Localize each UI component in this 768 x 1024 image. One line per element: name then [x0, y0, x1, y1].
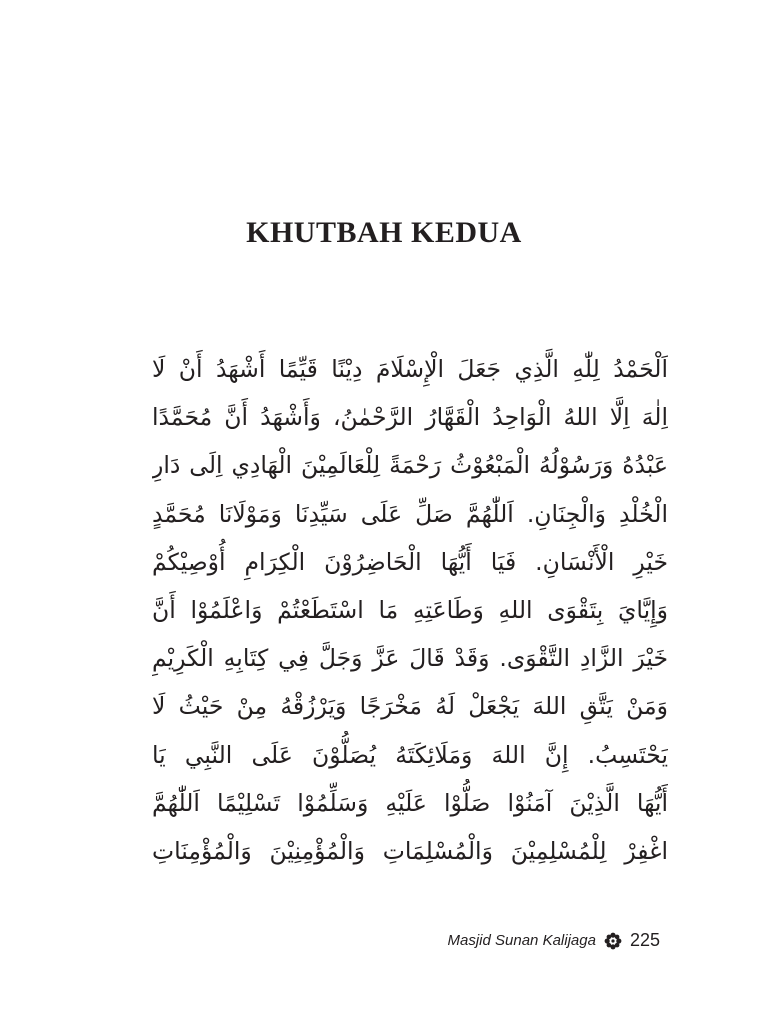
ornament-flower-icon: [604, 932, 622, 950]
page-footer: [448, 930, 660, 951]
arabic-line: وَمَنْ يَتَّقِ اللهَ يَجْعَلْ لَهُ مَخْرَجًا وَيَرْزُقْهُ مِنْ حَيْثُ لَا: [152, 692, 668, 721]
arabic-line: يَحْتَسِبُ. إِنَّ اللهَ وَمَلَائِكَتَهُ يُصَلُّوْنَ عَلَى النَّبِي يَا: [152, 740, 668, 769]
arabic-line: وَإِيَّايَ بِتَقْوَى اللهِ وَطَاعَتِهِ مَا اسْتَطَعْتُمْ وَاعْلَمُوْا أَنَّ: [152, 595, 668, 624]
arabic-line: خَيْرِ الْأَنْسَانِ. فَيَا أَيُّهَا الْحَاضِرُوْنَ الْكِرَامِ أُوْصِيْكُمْ: [152, 547, 668, 576]
arabic-text-block: [152, 345, 668, 875]
arabic-line: اِلٰهَ اِلَّا اللهُ الْوَاحِدُ الْقَهَّارُ الرَّحْمٰنُ، وَأَشْهَدُ أَنَّ مُحَمَّدًا: [152, 403, 668, 432]
page-number: 225: [629, 930, 660, 950]
arabic-line: عَبْدُهُ وَرَسُوْلُهُ الْمَبْعُوْثُ رَحْمَةً لِلْعَالَمِيْنَ الْهَادِي اِلَى دَارِ: [152, 451, 668, 480]
arabic-line: اغْفِرْ لِلْمُسْلِمِيْنَ وَالْمُسْلِمَاتِ وَالْمُؤْمِنِيْنَ وَالْمُؤْمِنَاتِ: [152, 836, 668, 865]
arabic-line: أَيُّهَا الَّذِيْنَ آمَنُوْا صَلُّوْا عَلَيْهِ وَسَلِّمُوْا تَسْلِيْمًا اَللّٰهُمَّ: [152, 788, 668, 817]
arabic-line: الْخُلْدِ وَالْجِنَانِ. اَللّٰهُمَّ صَلِّ عَلَى سَيِّدِنَا وَمَوْلَانَا مُحَمَّدٍ: [152, 499, 668, 528]
arabic-line: اَلْحَمْدُ لِلّٰهِ الَّذِي جَعَلَ الْإِسْلَامَ دِيْنًا قَيِّمًا أَشْهَدُ أَنْ لَا: [152, 355, 668, 383]
page-title: KHUTBAH KEDUA: [246, 216, 522, 250]
running-footer-title: Masjid Sunan Kalijaga: [447, 932, 596, 949]
arabic-line: خَيْرَ الزَّادِ التَّقْوَى. وَقَدْ قَالَ عَزَّ وَجَلَّ فِي كِتَابِهِ الْكَرِيْمِ: [152, 644, 668, 673]
